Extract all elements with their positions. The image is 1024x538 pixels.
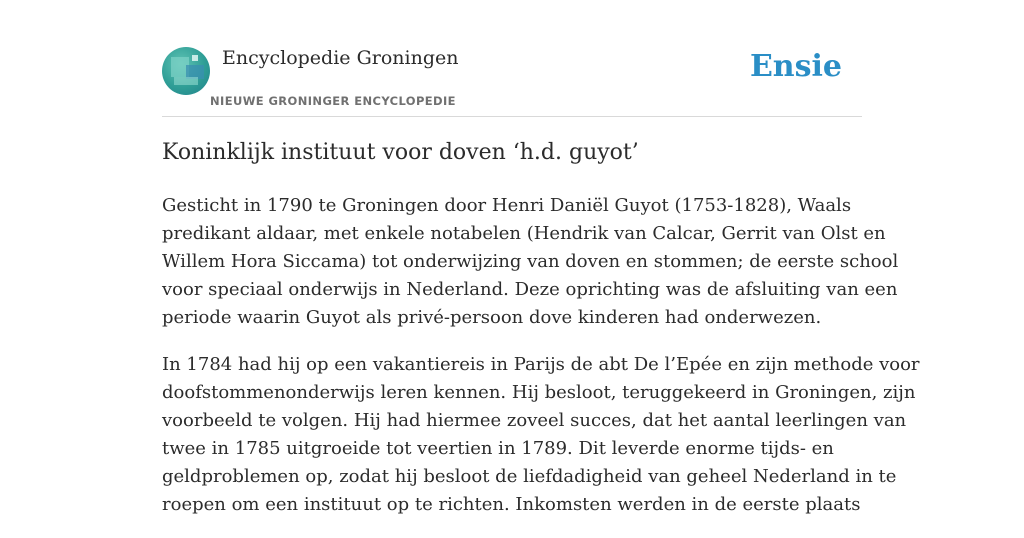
paragraph-line: In 1784 had hij op een vakantiereis in Parijs de abt De l’Epée en zijn methode voor	[162, 354, 920, 375]
paragraph-line: Willem Hora Siccama) tot onderwijzing van doven en stommen; de eerste school	[162, 251, 899, 272]
ensie-brand-link[interactable]: Ensie	[749, 49, 842, 84]
article-body	[162, 192, 920, 538]
paragraph-line: geldproblemen op, zodat hij besloot de liefdadigheid van geheel Nederland in te	[162, 466, 897, 487]
site-header	[162, 44, 862, 117]
paragraph-line: periode waarin Guyot als privé-persoon dove kinderen had onderwezen.	[162, 307, 822, 328]
paragraph-line: Gesticht in 1790 te Groningen door Henri Daniël Guyot (1753-1828), Waals	[162, 195, 852, 216]
site-name-link[interactable]: Encyclopedie Groningen	[222, 47, 459, 69]
article-title: Koninklijk instituut voor doven ‘h.d. guyot’	[162, 140, 639, 165]
site-subtitle: NIEUWE GRONINGER ENCYCLOPEDIE	[210, 94, 456, 108]
article-paragraph	[162, 351, 920, 519]
site-logo-icon[interactable]	[162, 47, 210, 95]
paragraph-line: predikant aldaar, met enkele notabelen (Hendrik van Calcar, Gerrit van Olst en	[162, 223, 886, 244]
article-paragraph	[162, 192, 899, 332]
paragraph-line: voor speciaal onderwijs in Nederland. Deze oprichting was de afsluiting van een	[162, 279, 898, 300]
paragraph-line: voorbeeld te volgen. Hij had hiermee zoveel succes, dat het aantal leerlingen van	[162, 410, 907, 431]
paragraph-line: twee in 1785 uitgroeide tot veertien in 1789. Dit leverde enorme tijds- en	[162, 438, 834, 459]
paragraph-line: roepen om een instituut op te richten. Inkomsten werden in de eerste plaats	[162, 494, 861, 515]
paragraph-line: doofstommenonderwijs leren kennen. Hij besloot, teruggekeerd in Groningen, zijn	[162, 382, 916, 403]
